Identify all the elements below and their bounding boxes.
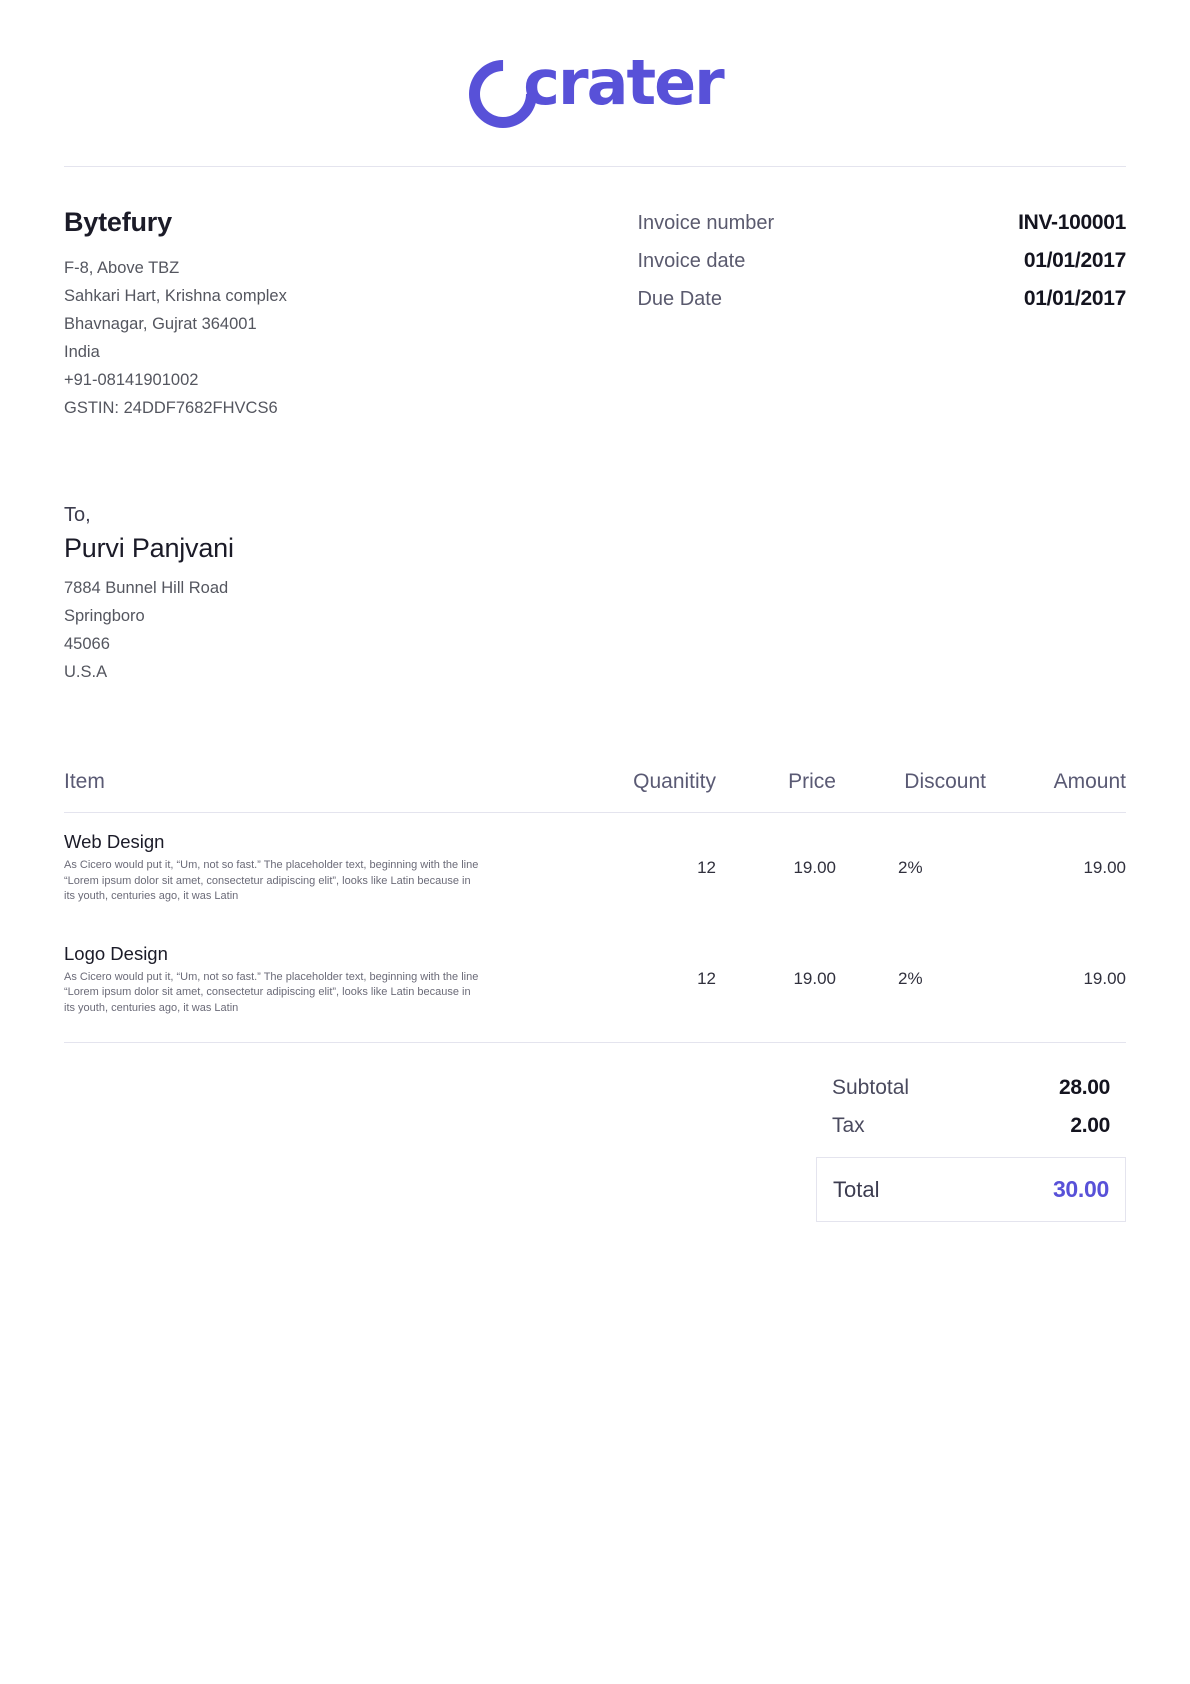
table-body <box>64 813 1126 1043</box>
brand-logo-text: crater <box>523 46 723 119</box>
line-item-description: As Cicero would put it, “Um, not so fast.” The placeholder text, beginning with the line “Lorem ipsum dolor sit amet, consectetur adipiscing elit”, looks like Latin because in its youth, centuries ago, it was Latin <box>64 859 479 902</box>
due-date-label: Due Date <box>637 288 722 310</box>
tax-label: Tax <box>832 1114 865 1137</box>
line-item-amount: 19.00 <box>986 925 1126 1043</box>
tax-row <box>816 1107 1126 1145</box>
due-date-row <box>637 287 1126 311</box>
recipient-label: To, <box>64 504 91 526</box>
sender-address-line: India <box>64 343 100 361</box>
recipient-name: Purvi Panjvani <box>64 533 234 563</box>
invoice-number-label: Invoice number <box>637 212 775 234</box>
line-item-quantity: 12 <box>606 925 716 1043</box>
total-value: 30.00 <box>1052 1176 1109 1202</box>
recipient-address-line: U.S.A <box>64 663 108 681</box>
column-header-item: Item <box>64 770 606 813</box>
line-item-discount: 2% <box>836 925 986 1043</box>
invoice-number-row <box>637 211 1126 235</box>
invoice-meta-block <box>637 207 1126 422</box>
invoice-date-row <box>637 249 1126 273</box>
line-item-price: 19.00 <box>793 857 836 877</box>
line-item-cell <box>64 925 606 1043</box>
invoice-header-section <box>64 167 1126 422</box>
column-header-price: Price <box>716 770 836 813</box>
table-row <box>64 813 1126 925</box>
subtotal-label: Subtotal <box>832 1076 910 1099</box>
line-item-name: Logo Design <box>64 942 168 964</box>
crater-logo-icon <box>467 56 521 110</box>
recipient-block <box>64 422 1126 686</box>
sender-address-line: Sahkari Hart, Krishna complex <box>64 287 287 305</box>
recipient-address-line: 45066 <box>64 635 110 653</box>
sender-address-line: Bhavnagar, Gujrat 364001 <box>64 315 257 333</box>
invoice-number-value: INV-100001 <box>1018 211 1126 234</box>
line-item-amount: 19.00 <box>1083 857 1126 877</box>
table-header-row <box>64 770 1126 813</box>
line-items-section <box>64 686 1126 1222</box>
tax-value: 2.00 <box>1070 1114 1110 1137</box>
recipient-address-line: Springboro <box>64 607 145 625</box>
totals-block <box>816 1069 1126 1222</box>
line-items-table <box>64 770 1126 1043</box>
due-date-value: 01/01/2017 <box>1023 287 1126 310</box>
column-header-amount: Amount <box>986 770 1126 813</box>
line-item-quantity: 12 <box>697 857 716 877</box>
line-item-cell <box>64 813 606 925</box>
line-item-price: 19.00 <box>716 925 836 1043</box>
brand-logo <box>64 0 1126 166</box>
recipient-address-line: 7884 Bunnel Hill Road <box>64 579 229 597</box>
sender-address-line: F-8, Above TBZ <box>64 259 180 277</box>
sender-block <box>64 207 637 422</box>
line-item-name: Web Design <box>64 831 165 852</box>
invoice-date-value: 01/01/2017 <box>1023 249 1126 272</box>
column-header-discount: Discount <box>836 770 986 813</box>
table-header <box>64 770 1126 813</box>
sender-company-name: Bytefury <box>64 207 172 237</box>
sender-phone: +91-08141901002 <box>64 371 199 389</box>
invoice-date-label: Invoice date <box>637 250 746 272</box>
column-header-quantity: Quanitity <box>606 770 716 813</box>
table-row <box>64 925 1126 1043</box>
subtotal-row <box>816 1069 1126 1107</box>
total-label: Total <box>833 1177 880 1202</box>
subtotal-value: 28.00 <box>1058 1076 1110 1099</box>
grand-total-row <box>816 1157 1126 1222</box>
line-item-discount: 2% <box>898 857 923 877</box>
line-item-description: As Cicero would put it, “Um, not so fast.” The placeholder text, beginning with the line “Lorem ipsum dolor sit amet, consectetur adipiscing elit”, looks like Latin because in its youth, centuries ago, it was Latin <box>64 970 479 1014</box>
sender-gstin: GSTIN: 24DDF7682FHVCS6 <box>64 399 278 417</box>
